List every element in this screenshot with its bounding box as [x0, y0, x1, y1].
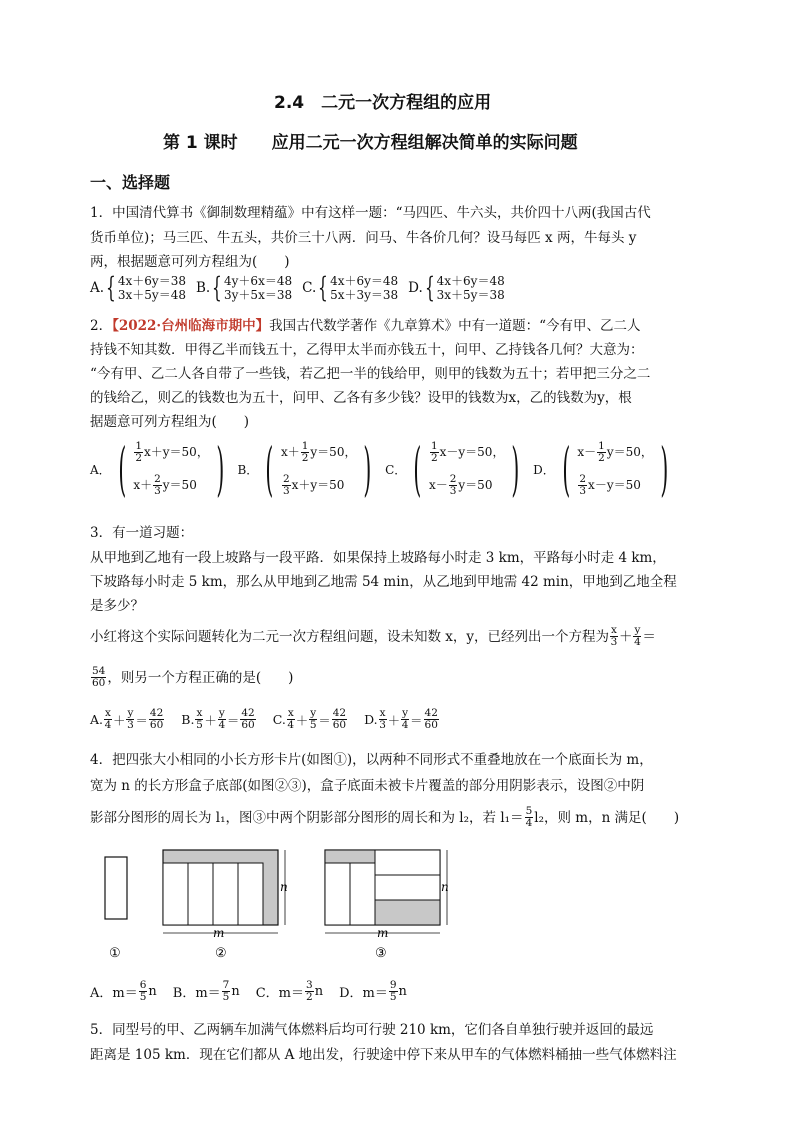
q2-option-d[interactable]: D． ( x－ $\frac{1}{2}$ y＝50， $\frac{2}{3}$ x－y＝50 )	[533, 435, 669, 503]
q2-line2: 持钱不知其数．甲得乙半而钱五十，乙得甲太半而亦钱五十，问甲、乙持钱各几何？大意为：	[90, 342, 644, 358]
q3-option-b[interactable]: B. $\frac{x}{5}$ ＋ $\frac{y}{4}$ ＝ $\frac{42}{60}$	[181, 707, 255, 731]
q3-option-d[interactable]: D. $\frac{x}{3}$ ＋ $\frac{y}{4}$ ＝ $\frac{42}{60}$	[364, 707, 438, 731]
fig2-m-label: m	[213, 926, 225, 940]
fig3-card	[350, 863, 375, 925]
q5-line1: 5．同型号的甲、乙两辆车加满气体燃料后均可行驶 210 km，它们各自单独行驶并返回的最远	[90, 1022, 654, 1038]
q4-line1: 4．把四张大小相同的小长方形卡片(如图①)，以两种不同形式不重叠地放在一个底面长为 m，	[90, 752, 653, 768]
q3-line4: 是多少？	[90, 598, 144, 614]
fig2-caption: ②	[215, 946, 227, 961]
fig2-card	[188, 863, 213, 925]
q2-line5: 据题意可列方程组为( )	[90, 414, 250, 430]
lesson-subtitle: 第 1 课时 应用二元一次方程组解决简单的实际问题	[163, 133, 578, 153]
q3-line1: 3．有一道习题：	[90, 525, 194, 541]
q3-line2: 从甲地到乙地有一段上坡路与一段平路．如果保持上坡路每小时走 3 km，平路每小时走 4 km，	[90, 550, 666, 566]
page-title: 2.4 二元一次方程组的应用	[274, 93, 492, 113]
q2-line4: 的钱给乙，则乙的钱数也为五十，问甲、乙各有多少钱？设甲的钱数为x，乙的钱数为y，根	[90, 390, 632, 406]
fig2-n-label: n	[280, 880, 288, 894]
q4-option-c[interactable]: C．m＝ $\frac{3}{2}$ n	[255, 979, 324, 1003]
q1-option-a[interactable]: A. { 4x＋6y＝38 3x＋5y＝48	[90, 271, 186, 304]
q2-option-b[interactable]: B． ( x＋ $\frac{1}{2}$ y＝50， $\frac{2}{3}$ x＋y＝50 )	[237, 435, 372, 503]
fig3-card	[325, 863, 350, 925]
q1-option-c[interactable]: C. { 4x＋6y＝48 5x＋3y＝38	[302, 271, 399, 304]
q3-line6: $\frac{54}{60}$ ，则另一个方程正确的是( )	[92, 665, 294, 689]
q5-line2: 距离是 105 km．现在它们都从 A 地出发，行驶途中停下来从甲车的气体燃料桶抽一些气体燃料注	[90, 1047, 677, 1063]
q1-line2: 货币单位)；马三匹、牛五头，共价三十八两．问马、牛各价几何？设马每匹 x 两，牛每头 y	[90, 230, 637, 246]
q4-line3: 影部分图形的周长为 l₁，图③中两个阴影部分图形的周长和为 l₂，若 l₁＝ $\frac{5}{4}$ l₂，则 m，n 满足( )	[90, 805, 680, 829]
fig1-caption: ①	[109, 946, 121, 961]
fig2-card	[238, 863, 263, 925]
fig3-m-label: m	[377, 926, 389, 940]
fig3-card	[375, 850, 440, 875]
q2-options	[90, 435, 669, 503]
q4-options	[90, 980, 407, 1003]
fig3-caption: ③	[375, 946, 387, 961]
fig3-card	[375, 875, 440, 900]
q4-option-a[interactable]: A．m＝ $\frac{6}{5}$ n	[90, 979, 157, 1003]
q3-options	[90, 708, 440, 731]
q3-option-c[interactable]: C. $\frac{x}{4}$ ＋ $\frac{y}{5}$ ＝ $\frac{42}{60}$	[272, 707, 347, 731]
q4-figures	[95, 845, 475, 965]
fig2-card	[213, 863, 238, 925]
q1-options	[90, 271, 511, 304]
q2-line1	[90, 316, 641, 336]
q3-line3: 下坡路每小时走 5 km，那么从甲地到乙地需 54 min，从乙地到甲地需 42 min，甲地到乙地全程	[90, 574, 677, 590]
q1-line1: 1．中国清代算书《御制数理精蕴》中有这样一题：“马四匹、牛六头，共价四十八两(我国古代	[90, 205, 651, 221]
q2-source-tag: 【2022·台州临海市期中】	[112, 318, 270, 334]
fig1-card	[105, 857, 127, 919]
q2-option-a[interactable]: A． ( $\frac{1}{2}$ x＋y＝50， x＋ $\frac{2}{3}$ y＝50 )	[90, 435, 225, 503]
q2-option-c[interactable]: C． ( $\frac{1}{2}$ x－y＝50， x－ $\frac{2}{3}$ y＝50 )	[385, 435, 520, 503]
q4-option-b[interactable]: B．m＝ $\frac{7}{5}$ n	[172, 979, 240, 1003]
q1-line3: 两，根据题意可列方程组为( )	[90, 254, 290, 270]
q1-option-b[interactable]: B. { 4y＋6x＝48 3y＋5x＝38	[195, 271, 293, 304]
fig3-shade-top	[325, 850, 375, 863]
fig2-card	[163, 863, 188, 925]
q3-option-a[interactable]: A. $\frac{x}{4}$ ＋ $\frac{y}{3}$ ＝ $\frac{42}{60}$	[90, 707, 164, 731]
fig3-n-label: n	[441, 880, 449, 894]
section-heading: 一、选择题	[90, 173, 171, 192]
q2-line3: “今有甲、乙二人各自带了一些钱，若乙把一半的钱给甲，则甲的钱数为五十；若甲把三分之二	[90, 366, 651, 382]
q4-line2: 宽为 n 的长方形盒子底部(如图②③)，盒子底面未被卡片覆盖的部分用阴影表示，设图②中阴	[90, 778, 645, 794]
q4-option-d[interactable]: D．m＝ $\frac{9}{5}$ n	[339, 979, 407, 1003]
q3-line5: 小红将这个实际问题转化为二元一次方程组问题，设未知数 x，y，已经列出一个方程为 $\frac{x}{3}$ ＋ $\frac{y}{4}$ ＝	[90, 624, 656, 648]
q2-number: 2．	[90, 318, 113, 334]
q1-option-d[interactable]: D. { 4x＋6y＝48 3x＋5y＝38	[408, 271, 505, 304]
fig3-shade-bottom	[375, 900, 440, 925]
q2-text1: 我国古代数学著作《九章算术》中有一道题：“今有甲、乙二人	[269, 318, 641, 334]
